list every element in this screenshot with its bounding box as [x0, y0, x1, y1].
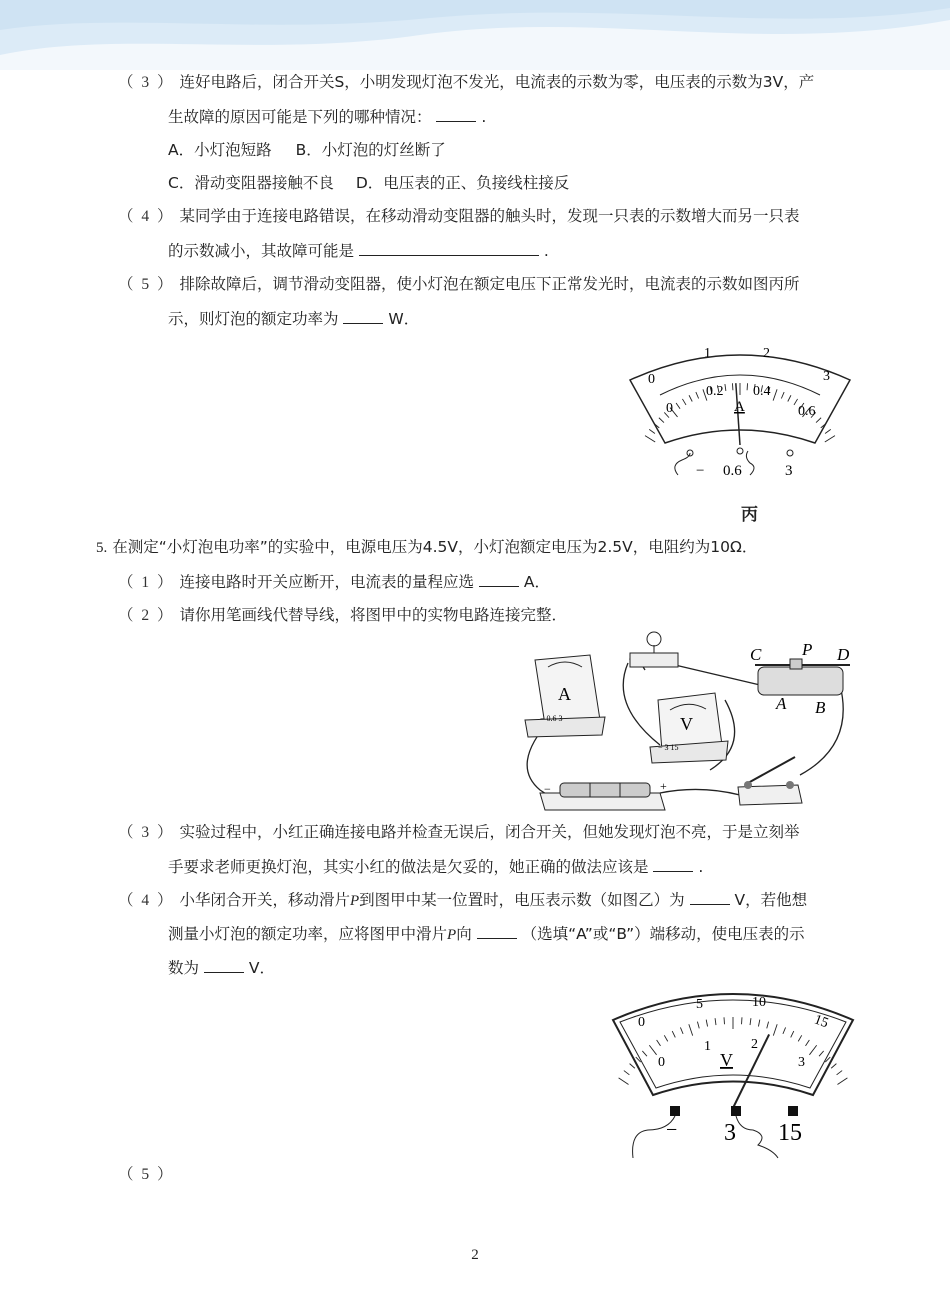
rheostat-label-d: D — [837, 645, 850, 664]
rheostat-label-b: B — [815, 698, 826, 717]
voltmeter-bottom-tick-0: 0 — [658, 1055, 665, 1070]
circuit-ammeter — [525, 655, 605, 737]
scale-tick — [624, 1071, 630, 1075]
ammeter-terminal-3: 3 — [785, 463, 793, 479]
circuit-voltmeter-terminals: − 3 15 — [658, 743, 679, 752]
voltmeter-top-tick-10: 10 — [752, 995, 766, 1010]
answer-blank[interactable] — [653, 855, 693, 872]
q5-part5: （ 5 ） — [118, 1166, 175, 1183]
q5-part3-line1: （ 3 ） 实验过程中，小红正确连接电路并检查无误后，闭合开关，但她发现灯泡不亮，于是立刻举 — [118, 823, 800, 841]
ammeter-unit-label: A — [734, 399, 745, 415]
scale-tick — [837, 1071, 843, 1075]
ammeter-top-tick-0: 0 — [648, 372, 655, 387]
ammeter-top-tick-1: 1 — [704, 346, 711, 361]
circuit-ammeter-label: A — [558, 684, 571, 704]
answer-blank[interactable] — [690, 888, 730, 905]
voltmeter-top-tick-5: 5 — [696, 997, 703, 1012]
voltmeter-top-tick-0: 0 — [638, 1015, 645, 1030]
ammeter-bottom-tick-1: 0.2 — [706, 384, 724, 399]
rheostat-label-c: C — [750, 645, 762, 664]
answer-blank[interactable] — [359, 239, 539, 256]
option-b: B．小灯泡的灯丝断了 — [295, 141, 446, 159]
voltmeter-bottom-tick-1: 1 — [704, 1039, 711, 1054]
circuit-lamp — [630, 632, 678, 667]
ammeter-bottom-tick-0: 0 — [666, 401, 673, 416]
q5-part2: （ 2 ） 请你用笔画线代替导线，将图甲中的实物电路连接完整． — [118, 606, 567, 624]
figure-caption-bing: 丙 — [741, 505, 758, 525]
scale-tick — [619, 1078, 629, 1085]
ammeter-terminal-0.6: 0.6 — [723, 463, 742, 479]
circuit-voltmeter — [650, 693, 728, 763]
circuit-battery — [540, 779, 667, 810]
ammeter-top-tick-3: 3 — [823, 369, 830, 384]
q5-stem: 5. 在测定“小灯泡电功率”的实验中，电源电压为4.5V，小灯泡额定电压为2.5V，电阻约为10Ω． — [96, 538, 758, 556]
voltmeter-terminal-15: 15 — [778, 1120, 802, 1146]
voltmeter-bottom-tick-3: 3 — [798, 1055, 805, 1070]
option-a: A．小灯泡短路 — [168, 141, 272, 159]
header-wave-decoration — [0, 0, 950, 70]
q5-part3-line2: 手要求老师更换灯泡，其实小红的做法是欠妥的，她正确的做法应该是 . — [168, 855, 703, 878]
ammeter-dial-figure — [620, 335, 860, 495]
q5-part1: （ 1 ） 连接电路时开关应断开，电流表的量程应选 A． — [118, 570, 550, 594]
q4-part3-line2: 生故障的原因可能是下列的哪种情况： . — [168, 105, 486, 128]
scale-tick — [825, 429, 831, 433]
q5-part4-line1: （ 4 ） 小华闭合开关，移动滑片P到图甲中某一位置时，电压表示数（如图乙）为 V，若他想 — [118, 888, 807, 912]
scale-tick — [649, 429, 655, 433]
answer-blank[interactable] — [436, 105, 476, 122]
page-number: 2 — [471, 1247, 479, 1263]
scale-tick — [831, 1064, 836, 1069]
ammeter-top-tick-2: 2 — [763, 346, 770, 361]
voltmeter-bottom-tick-2: 2 — [751, 1037, 758, 1052]
battery-minus-label: − — [544, 782, 551, 796]
scale-tick — [630, 1064, 635, 1069]
ammeter-bottom-tick-2: 0.4 — [753, 384, 771, 399]
battery-plus-label: + — [660, 779, 667, 793]
q4-part5-line2: 示，则灯泡的额定功率为 W． — [168, 307, 419, 330]
q4-part3-options-cd — [168, 172, 569, 194]
rheostat-label-a: A — [776, 694, 787, 713]
voltmeter-top-tick-15: 15 — [811, 1012, 831, 1032]
voltmeter-terminal-minus: − — [666, 1119, 678, 1141]
scale-tick — [825, 436, 835, 442]
answer-blank[interactable] — [204, 956, 244, 973]
circuit-ammeter-terminals: − 0.6 3 — [540, 714, 563, 723]
q5-part4-line2: 测量小灯泡的额定功率，应将图甲中滑片P向 （选填“A”或“B”）端移动，使电压表的示 — [168, 922, 805, 946]
ammeter-terminal-minus: − — [696, 463, 705, 479]
voltmeter-dial-figure — [608, 980, 858, 1160]
answer-blank[interactable] — [479, 570, 519, 587]
q4-part3-line1: （ 3 ） 连好电路后，闭合开关S，小明发现灯泡不发光，电流表的示数为零，电压表的示数为3V，产 — [118, 73, 815, 91]
circuit-rheostat — [750, 640, 850, 717]
q4-part4-line1: （ 4 ） 某同学由于连接电路错误，在移动滑动变阻器的触头时，发现一只表的示数增大而另一只表 — [118, 207, 800, 225]
scale-tick — [645, 436, 655, 442]
circuit-voltmeter-label: V — [680, 714, 693, 734]
circuit-diagram-figure — [510, 625, 870, 820]
q4-part4-line2: 的示数减小，其故障可能是 . — [168, 239, 549, 262]
circuit-switch — [738, 757, 802, 805]
option-c: C．滑动变阻器接触不良 — [168, 174, 334, 192]
answer-blank[interactable] — [477, 922, 517, 939]
q4-part5-line1: （ 5 ） 排除故障后，调节滑动变阻器，使小灯泡在额定电压下正常发光时，电流表的示数如图丙所 — [118, 275, 800, 293]
q5-part4-line3: 数为 V． — [168, 956, 275, 979]
rheostat-label-p: P — [802, 640, 813, 659]
ammeter-bottom-tick-3: 0.6 — [798, 404, 816, 419]
scale-tick — [837, 1078, 847, 1085]
option-d: D．电压表的正、负接线柱接反 — [355, 174, 570, 192]
voltmeter-unit-label: V — [720, 1050, 733, 1070]
voltmeter-terminal-3: 3 — [724, 1120, 736, 1146]
answer-blank[interactable] — [343, 307, 383, 324]
q4-part3-options-ab — [168, 139, 446, 161]
